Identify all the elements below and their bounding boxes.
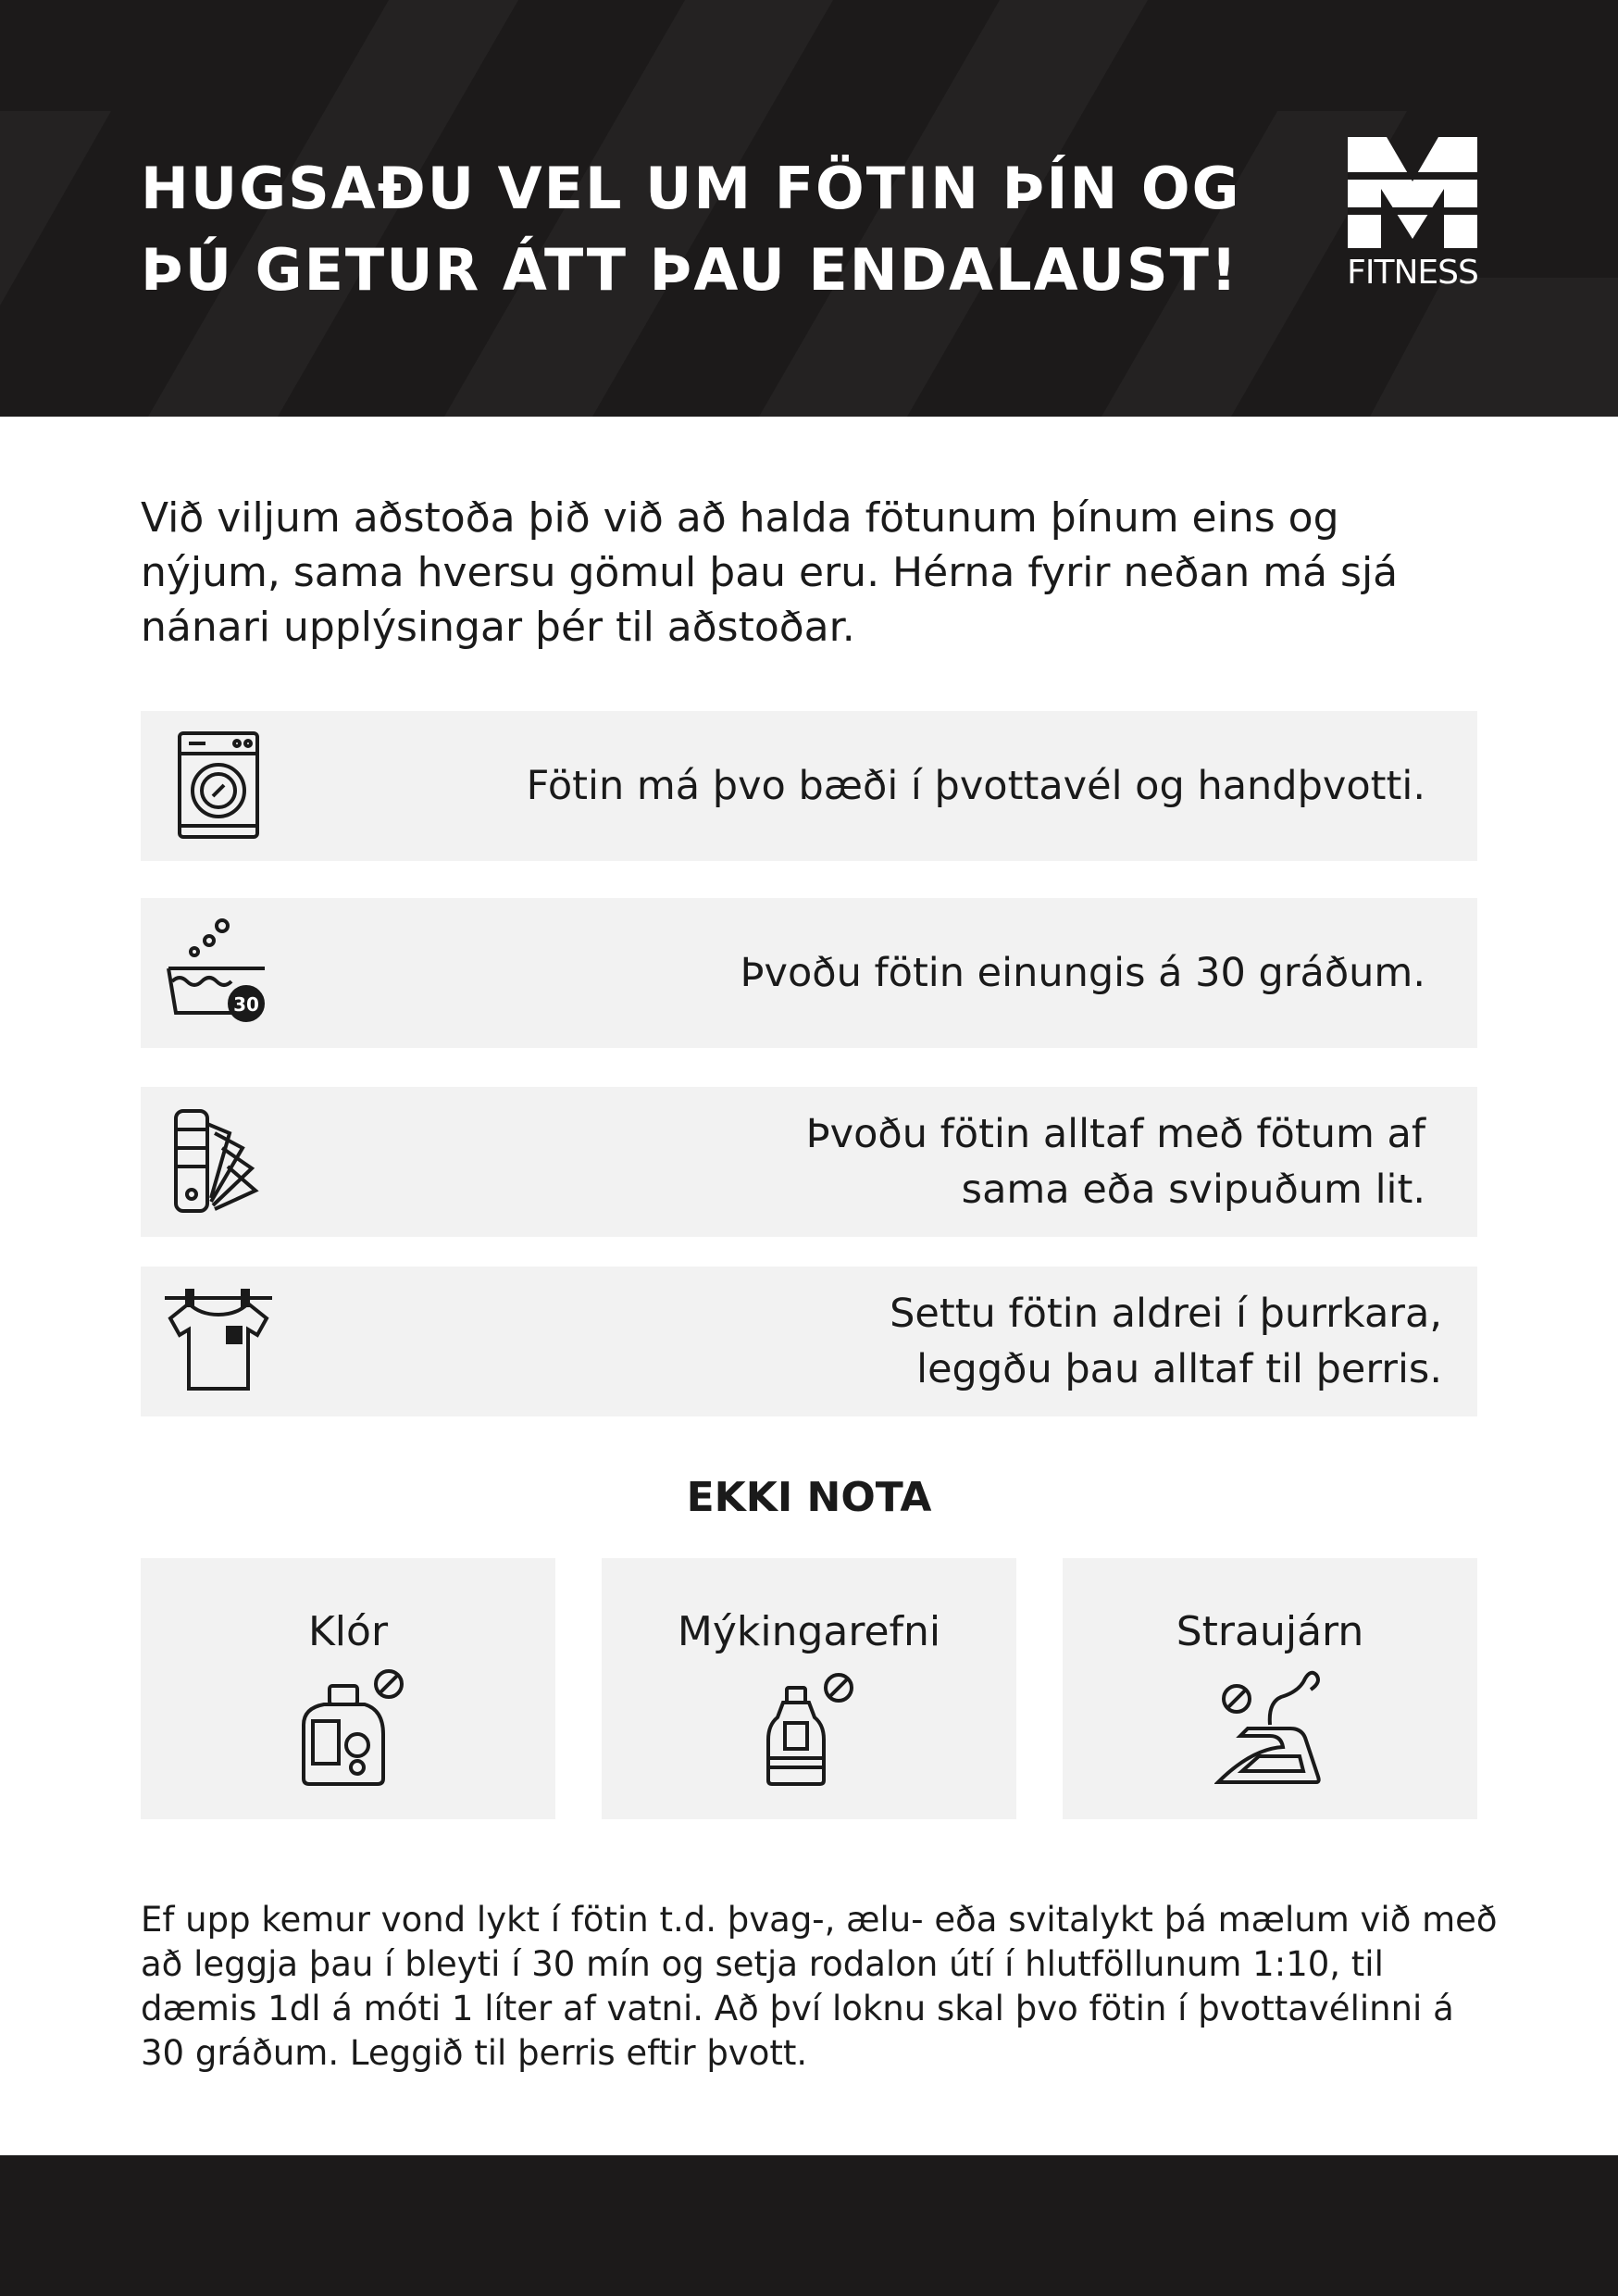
iron-no-icon	[1214, 1669, 1326, 1790]
care-text-colors: Þvoðu fötin alltaf með fötum af sama eða svipuðum lit.	[805, 1111, 1425, 1213]
m-logo-mark-icon	[1348, 137, 1477, 248]
do-not-use-label-softener: Mýkingarefni	[677, 1608, 941, 1655]
footer-note: Ef upp kemur vond lykt í fötin t.d. þvag-, ælu- eða svitalykt þá mælum við með að leggja þau í bleyti í 30 mín og setja rodalon útí í hlutföllunum 1:10, til dæmis 1dl á móti 1 líter af vatni. Að því loknu skal þvo fötin í þvottavélinni á 30 gráðum. Leggið til þerris eftir þvott.	[141, 1900, 1498, 2073]
do-not-use-softener	[602, 1558, 1016, 1819]
wash-temperature-badge: 30	[233, 993, 259, 1016]
care-text-temperature: Þvoðu fötin einungis á 30 gráðum.	[740, 950, 1425, 996]
washing-machine-icon	[163, 730, 274, 841]
do-not-use-title: EKKI NOTA	[686, 1474, 932, 1521]
line-dry-shirt-icon	[163, 1285, 274, 1396]
intro-paragraph: Við viljum aðstoða þið við að halda fötunum þínum eins og nýjum, sama hversu gömul þau eru. Hérna fyrir neðan má sjá nánari upplýsingar þér til aðstoðar.	[141, 494, 1399, 651]
do-not-use-iron	[1063, 1558, 1477, 1819]
care-text-washing: Fötin má þvo bæði í þvottavél og handþvotti.	[526, 763, 1425, 809]
softener-bottle-no-icon	[759, 1669, 870, 1790]
m-fitness-logo	[1342, 137, 1483, 299]
page-title	[141, 148, 1344, 311]
care-row-temperature	[141, 898, 1477, 1048]
do-not-use-label-iron: Straujárn	[1176, 1608, 1364, 1655]
page-title-line-2: ÞÚ GETUR ÁTT ÞAU ENDALAUST!	[141, 236, 1239, 304]
wash-30-degrees-icon	[163, 917, 274, 1028]
page-title-line-1: HUGSAÐU VEL UM FÖTIN ÞÍN OG	[141, 155, 1241, 222]
logo-text: FITNESS	[1347, 254, 1478, 292]
footer-bar	[0, 2155, 1618, 2296]
care-row-washing	[141, 711, 1477, 861]
do-not-use-bleach	[141, 1558, 555, 1819]
care-row-colors	[141, 1087, 1477, 1237]
header-banner	[0, 0, 1618, 417]
care-row-drying	[141, 1267, 1477, 1416]
care-text-drying: Settu fötin aldrei í þurrkara, leggðu þau alltaf til þerris.	[890, 1291, 1442, 1392]
color-swatch-icon	[163, 1105, 274, 1217]
bleach-bottle-no-icon	[300, 1669, 411, 1790]
do-not-use-label-bleach: Klór	[307, 1608, 389, 1655]
